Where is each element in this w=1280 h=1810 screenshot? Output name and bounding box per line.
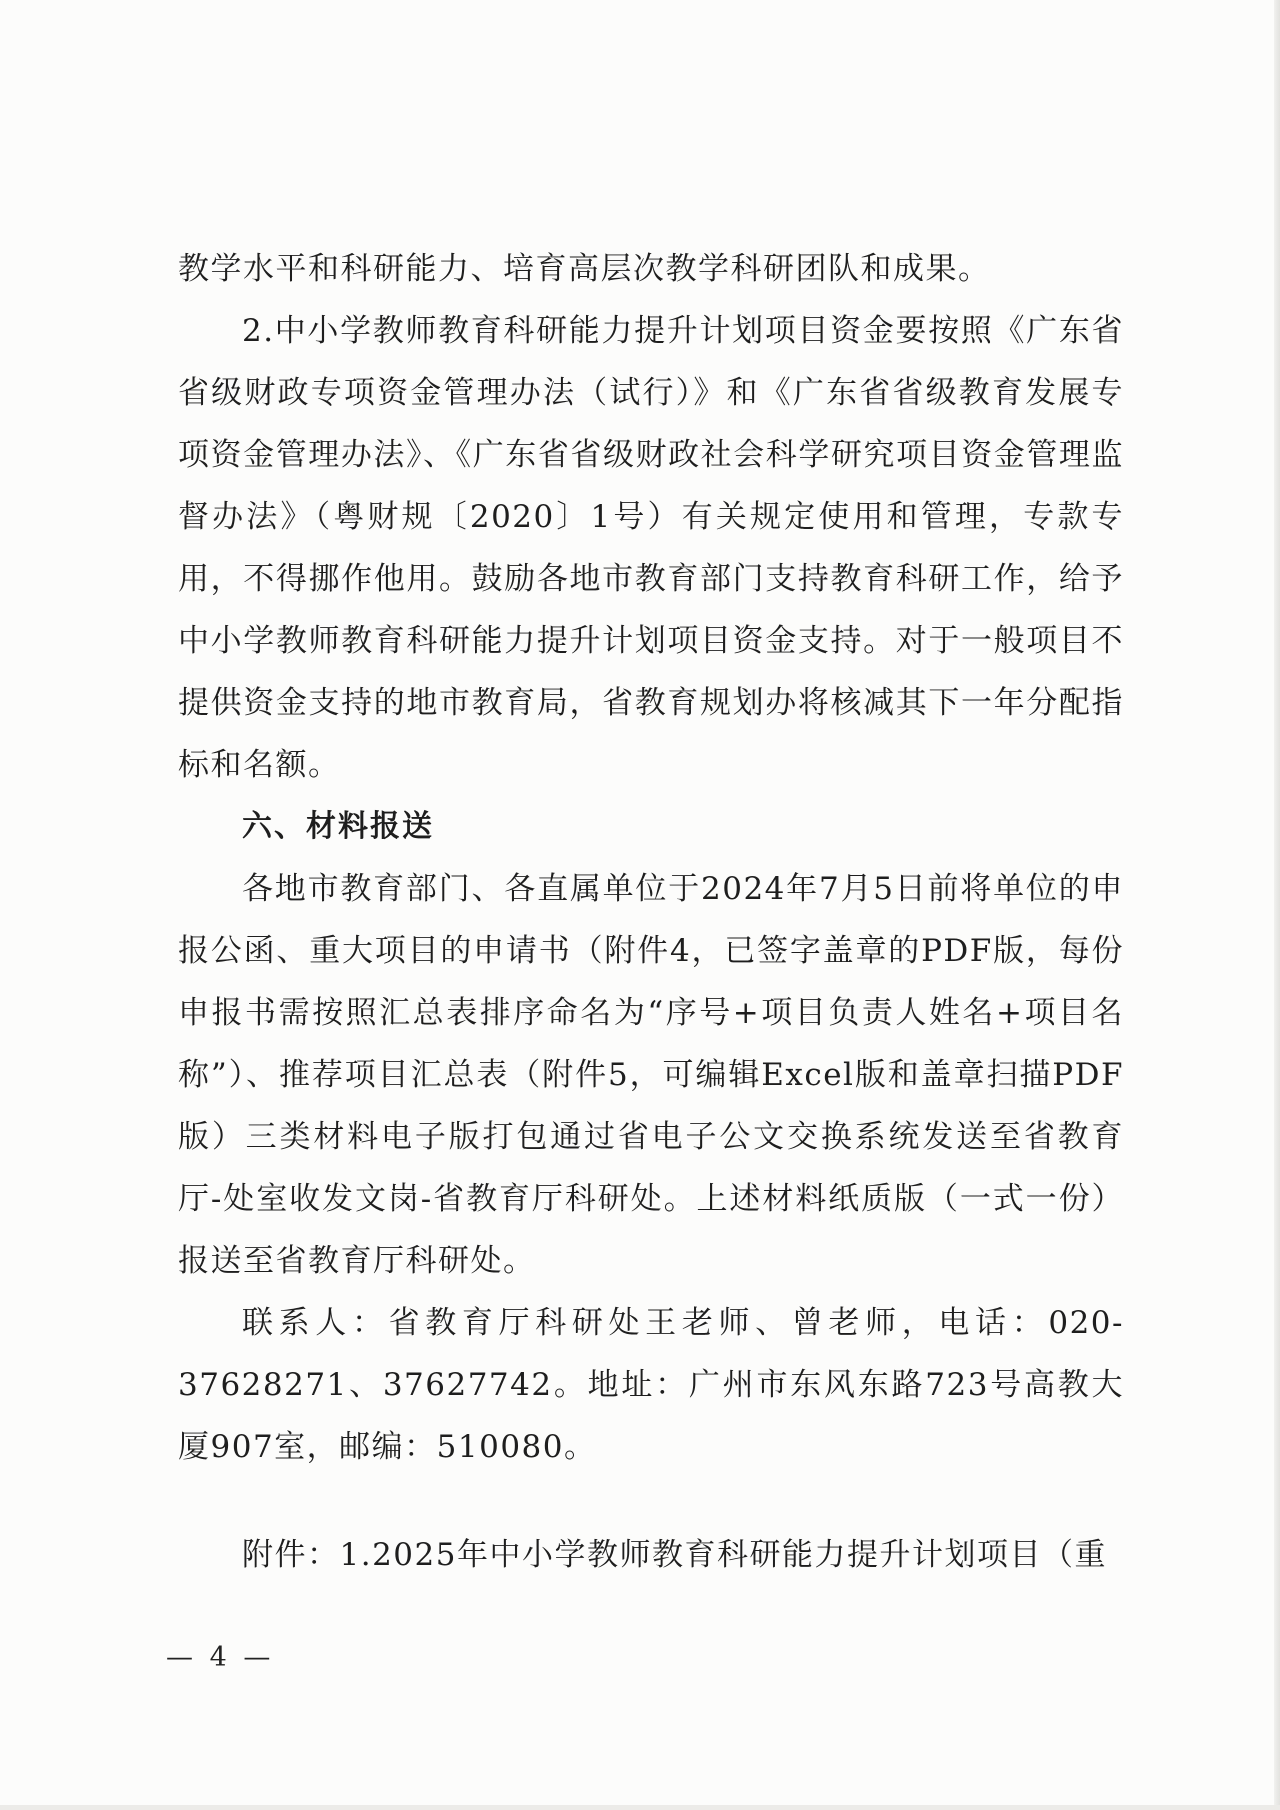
paragraph-attachments: 附件：1.2025年中小学教师教育科研能力提升计划项目（重: [242, 1537, 1107, 1573]
paragraph-funding-rules: 2.中小学教师教育科研能力提升计划项目资金要按照《广东省省级财政专项资金管理办法（试行）》和《广东省省级教育发展专项资金管理办法》、《广东省省级财政社会科学研究项目资金管理监督办法》（粤财规〔2020〕1号）有关规定使用和管理，专款专用，不得挪作他用。鼓励各地市教育部门支持教育科研工作，给予中小学教师教育科研能力提升计划项目资金支持。对于一般项目不提供资金支持的地市教育局，省教育规划办将核减其下一年分配指标和名额。: [178, 313, 1124, 783]
document-body: [178, 238, 1124, 1586]
paragraph-contact-info: 联系人：省教育厅科研处王老师、曾老师，电话：020-37628271、37627742。地址：广州市东风东路723号高教大厦907室，邮编：510080。: [178, 1305, 1124, 1465]
scan-edge-bottom: [0, 1805, 1280, 1810]
paragraph-continuation: 教学水平和科研能力、培育高层次教学科研团队和成果。: [178, 251, 991, 287]
scan-edge-right: [1274, 0, 1280, 1810]
paragraph-materials-submission: 各地市教育部门、各直属单位于2024年7月5日前将单位的申报公函、重大项目的申请书（附件4，已签字盖章的PDF版，每份申报书需按照汇总表排序命名为“序号+项目负责人姓名+项目名称”）、推荐项目汇总表（附件5，可编辑Excel版和盖章扫描PDF版）三类材料电子版打包通过省电子公文交换系统发送至省教育厅-处室收发文岗-省教育厅科研处。上述材料纸质版（一式一份）报送至省教育厅科研处。: [178, 871, 1124, 1279]
blank-line: [178, 1478, 1124, 1524]
section-heading-materials: 六、材料报送: [242, 809, 434, 844]
page-number: — 4 —: [166, 1642, 275, 1673]
